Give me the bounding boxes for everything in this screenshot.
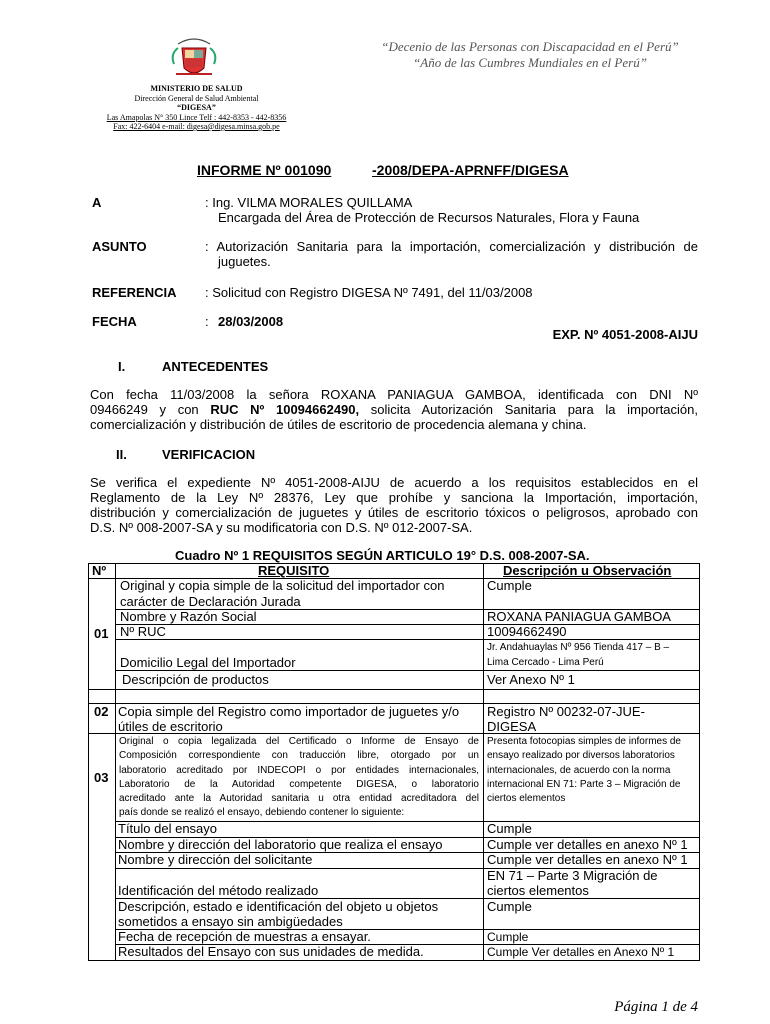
a-value-1: : Ing. VILMA MORALES QUILLAMA	[205, 195, 413, 210]
section-1-line-3: comercialización y distribución de útiles de escritorio de procedencia alemana y china.	[90, 417, 587, 432]
a-label: A	[92, 195, 102, 210]
page-number: Página 1 de 4	[614, 999, 698, 1015]
fecha-label: FECHA	[92, 314, 137, 329]
direction-name: Dirección General de Salud Ambiental	[134, 93, 259, 103]
observation-cell: Cumple	[487, 821, 532, 836]
observation-cell: Cumple ver detalles en anexo Nº 1	[487, 837, 688, 852]
section-1-line-2-c: solicita Autorización Sanitaria para la importación,	[359, 402, 698, 417]
requirement-cell: Copia simple del Registro como importador de juguetes y/o útiles de escritorio	[118, 704, 460, 734]
observation-cell: EN 71 – Parte 3 Migración de ciertos elementos	[487, 868, 658, 898]
coat-of-arms-logo	[168, 34, 220, 82]
group-number-02: 02	[94, 704, 109, 719]
section-1-line-1: Con fecha 11/03/2008 la señora ROXANA PANIAGUA GAMBOA, identificada con DNI Nº	[90, 387, 698, 402]
asunto-label: ASUNTO	[92, 239, 147, 254]
table-header-number: Nº	[92, 563, 107, 578]
table-row	[120, 579, 444, 609]
asunto-value-1: : Autorización Sanitaria para la importación, comercialización y distribución de	[205, 239, 698, 254]
section-1-line-2-a: 09466249 y con	[90, 402, 211, 417]
asunto-value-2: juguetes.	[218, 254, 271, 269]
fecha-colon: :	[205, 314, 209, 329]
ministry-name: MINISTERIO DE SALUD	[150, 84, 243, 93]
fecha-value: 28/03/2008	[218, 314, 284, 329]
fax-line: Fax: 422-6404 e-mail: digesa@digesa.minsa.gob.pe	[113, 122, 280, 131]
section-1-number: I.	[118, 359, 126, 374]
observation-cell: Cumple	[487, 899, 532, 914]
observation-cell: Presenta fotocopias simples de informes de ensayo realizado por diversos laboratorios internacionales, de acuerdo con la norma internacional EN 71: Parte 3 – Migración de ciertos elementos	[487, 736, 681, 805]
observation-cell: ROXANA PANIAGUA GAMBOA	[487, 609, 671, 624]
requirement-cell: Nombre y dirección del solicitante	[118, 852, 313, 867]
requirement-cell: carácter de Declaración Jurada	[120, 594, 301, 609]
observation-cell: Cumple Ver detalles en Anexo Nº 1	[487, 945, 675, 959]
section-2-line-3: distribución y comercialización de juguetes y útiles de escritorio tóxicos o peligrosos, aprobado con	[90, 505, 698, 520]
section-1-line-2	[90, 402, 698, 417]
expedient-number: EXP. Nº 4051-2008-AIJU	[552, 327, 698, 342]
observation-cell: Cumple ver detalles en anexo Nº 1	[487, 852, 688, 867]
observation-cell: Registro Nº 00232-07-JUE- DIGESA	[487, 704, 645, 734]
report-title-left: INFORME Nº 001090	[197, 162, 332, 178]
table-header-requirement: REQUISITO	[258, 563, 330, 578]
report-title-right: -2008/DEPA-APRNFF/DIGESA	[372, 162, 569, 178]
observation-cell: Jr. Andahuaylas Nº 956 Tienda 417 – B – Lima Cercado - Lima Perú	[487, 642, 670, 668]
ministry-header	[94, 84, 299, 132]
section-2-number: II.	[116, 447, 127, 462]
decenio-line-1: “Decenio de las Personas con Discapacidad en el Perú”	[381, 39, 679, 54]
requirement-cell: Domicilio Legal del Importador	[120, 655, 296, 670]
decenio-line-2: “Año de las Cumbres Mundiales en el Perú”	[413, 55, 647, 70]
group-number-01: 01	[94, 626, 109, 641]
table-caption: Cuadro Nº 1 REQUISITOS SEGÚN ARTICULO 19° D.S. 008-2007-SA.	[175, 548, 590, 563]
requirement-cell: Fecha de recepción de muestras a ensayar.	[118, 929, 371, 944]
requirement-cell: Título del ensayo	[118, 821, 218, 836]
digesa-name: “DIGESA”	[177, 103, 216, 112]
requirement-cell: Nombre y dirección del laboratorio que realiza el ensayo	[118, 837, 443, 852]
table-header-observation: Descripción u Observación	[503, 563, 672, 578]
referencia-label: REFERENCIA	[92, 285, 177, 300]
decenio-motto	[340, 39, 720, 71]
requirement-cell: Descripción, estado e identificación del objeto u objetos sometidos a ensayo sin ambigüedades	[118, 899, 439, 929]
requirement-cell: Resultados del Ensayo con sus unidades de medida.	[118, 944, 424, 959]
a-value-2: Encargada del Área de Protección de Recursos Naturales, Flora y Fauna	[218, 210, 640, 225]
section-2-title: VERIFICACION	[162, 447, 256, 462]
observation-cell: Ver Anexo Nº 1	[487, 672, 575, 687]
section-2-line-1: Se verifica el expediente Nº 4051-2008-AIJU de acuerdo a los requisitos establecidos en el	[90, 475, 698, 490]
requirement-cell: Nombre y Razón Social	[120, 609, 257, 624]
requirement-cell: Descripción de productos	[122, 672, 269, 687]
section-2-line-2: Reglamento de la Ley Nº 28376, Ley que prohíbe y sanciona la Importación, importación,	[90, 490, 698, 505]
requirement-cell: Original o copia legalizada del Certificado o Informe de Ensayo de Composición correspondiente con traducción libre, otorgado por un laboratorio acreditado por INDECOPI o por entidades internacionales, Laboratorio de la Autoridad competente DIGESA, o laboratorio acreditado ante la Autoridad sanitaria u otra entidad acreditadora del país donde se realizó el ensayo, debiendo contener lo siguiente:	[119, 736, 479, 819]
observation-cell: Cumple	[487, 930, 529, 944]
observation-cell: 10094662490	[487, 624, 567, 639]
ruc-highlight: RUC Nº 10094662490,	[210, 402, 360, 417]
group-number-03: 03	[94, 770, 109, 785]
section-2-line-4: D.S. Nº 008-2007-SA y su modificatoria con D.S. Nº 012-2007-SA.	[90, 520, 473, 535]
section-1-title: ANTECEDENTES	[162, 359, 269, 374]
observation-cell: Cumple	[487, 578, 532, 593]
address-line: Las Amapolas N° 350 Lince Telf : 442-8353 - 442-8356	[106, 112, 287, 122]
referencia-value: : Solicitud con Registro DIGESA Nº 7491, del 11/03/2008	[205, 285, 533, 300]
requirement-cell: Nº RUC	[120, 624, 166, 639]
requirement-cell: Original y copia simple de la solicitud del importador con	[120, 578, 445, 593]
requirement-cell: Identificación del método realizado	[118, 883, 319, 898]
